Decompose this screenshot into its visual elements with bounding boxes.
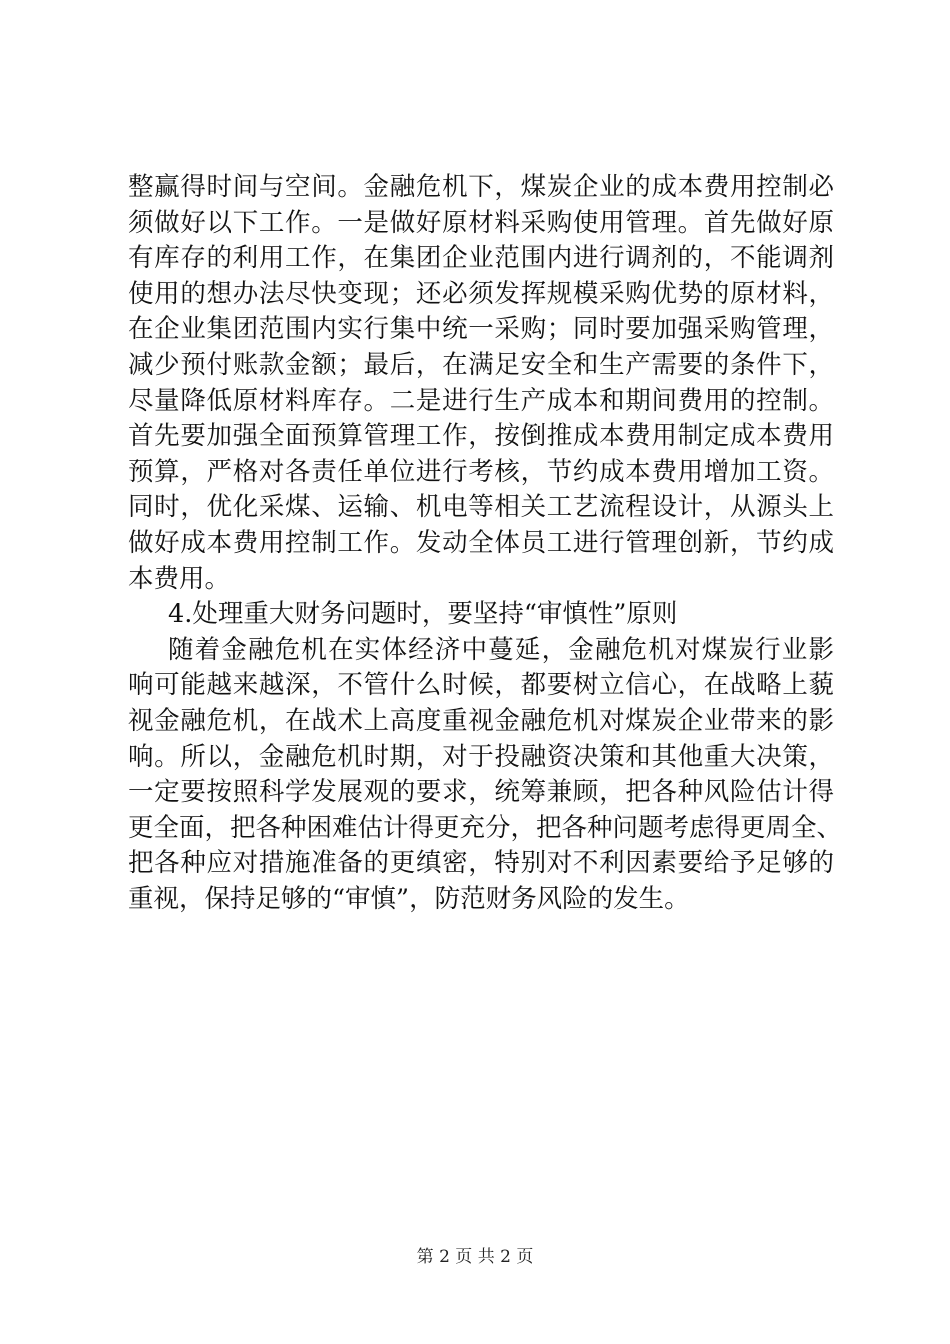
text-line: 重视，保持足够的“审慎”，防范财务风险的发生。 (128, 883, 690, 914)
document-body (128, 170, 843, 917)
text-line: 视金融危机，在战术上高度重视金融危机对煤炭企业带来的影 (128, 705, 834, 736)
paragraph-cost-control (128, 170, 834, 597)
text-line: 须做好以下工作。一是做好原材料采购使用管理。首先做好原 (128, 207, 834, 238)
text-line: 使用的想办法尽快变现；还必须发挥规模采购优势的原材料， (128, 278, 834, 309)
text-line: 做好成本费用控制工作。发动全体员工进行管理创新，节约成 (128, 527, 834, 558)
text-line: 尽量降低原材料库存。二是进行生产成本和期间费用的控制。 (128, 385, 834, 416)
text-line: 本费用。 (128, 563, 231, 594)
text-line: 更全面，把各种困难估计得更充分，把各种问题考虑得更周全、 (128, 812, 843, 843)
text-line: 首先要加强全面预算管理工作，按倒推成本费用制定成本费用 (128, 421, 834, 452)
text-line: 整赢得时间与空间。金融危机下，煤炭企业的成本费用控制必 (128, 172, 834, 202)
section-heading-4: 4.处理重大财务问题时，要坚持“审慎性”原则 (168, 599, 678, 630)
text-line: 同时，优化采煤、运输、机电等相关工艺流程设计，从源头上 (128, 492, 834, 523)
text-line: 减少预付账款金额；最后，在满足安全和生产需要的条件下， (128, 349, 834, 380)
page-footer: 第 2 页 共 2 页 (416, 1247, 534, 1267)
text-line: 在企业集团范围内实行集中统一采购；同时要加强采购管理， (128, 314, 834, 345)
paragraph-prudence (128, 633, 843, 918)
text-line: 随着金融危机在实体经济中蔓延，金融危机对煤炭行业影 (168, 634, 834, 665)
text-line: 响可能越来越深，不管什么时候，都要树立信心，在战略上藐 (128, 670, 834, 701)
text-line: 把各种应对措施准备的更缜密，特别对不利因素要给予足够的 (128, 848, 834, 879)
text-line: 有库存的利用工作，在集团企业范围内进行调剂的，不能调剂 (128, 243, 834, 274)
text-line: 响。所以，金融危机时期，对于投融资决策和其他重大决策， (128, 741, 834, 772)
text-line: 一定要按照科学发展观的要求，统筹兼顾，把各种风险估计得 (128, 777, 834, 808)
text-line: 预算，严格对各责任单位进行考核，节约成本费用增加工资。 (128, 456, 834, 487)
